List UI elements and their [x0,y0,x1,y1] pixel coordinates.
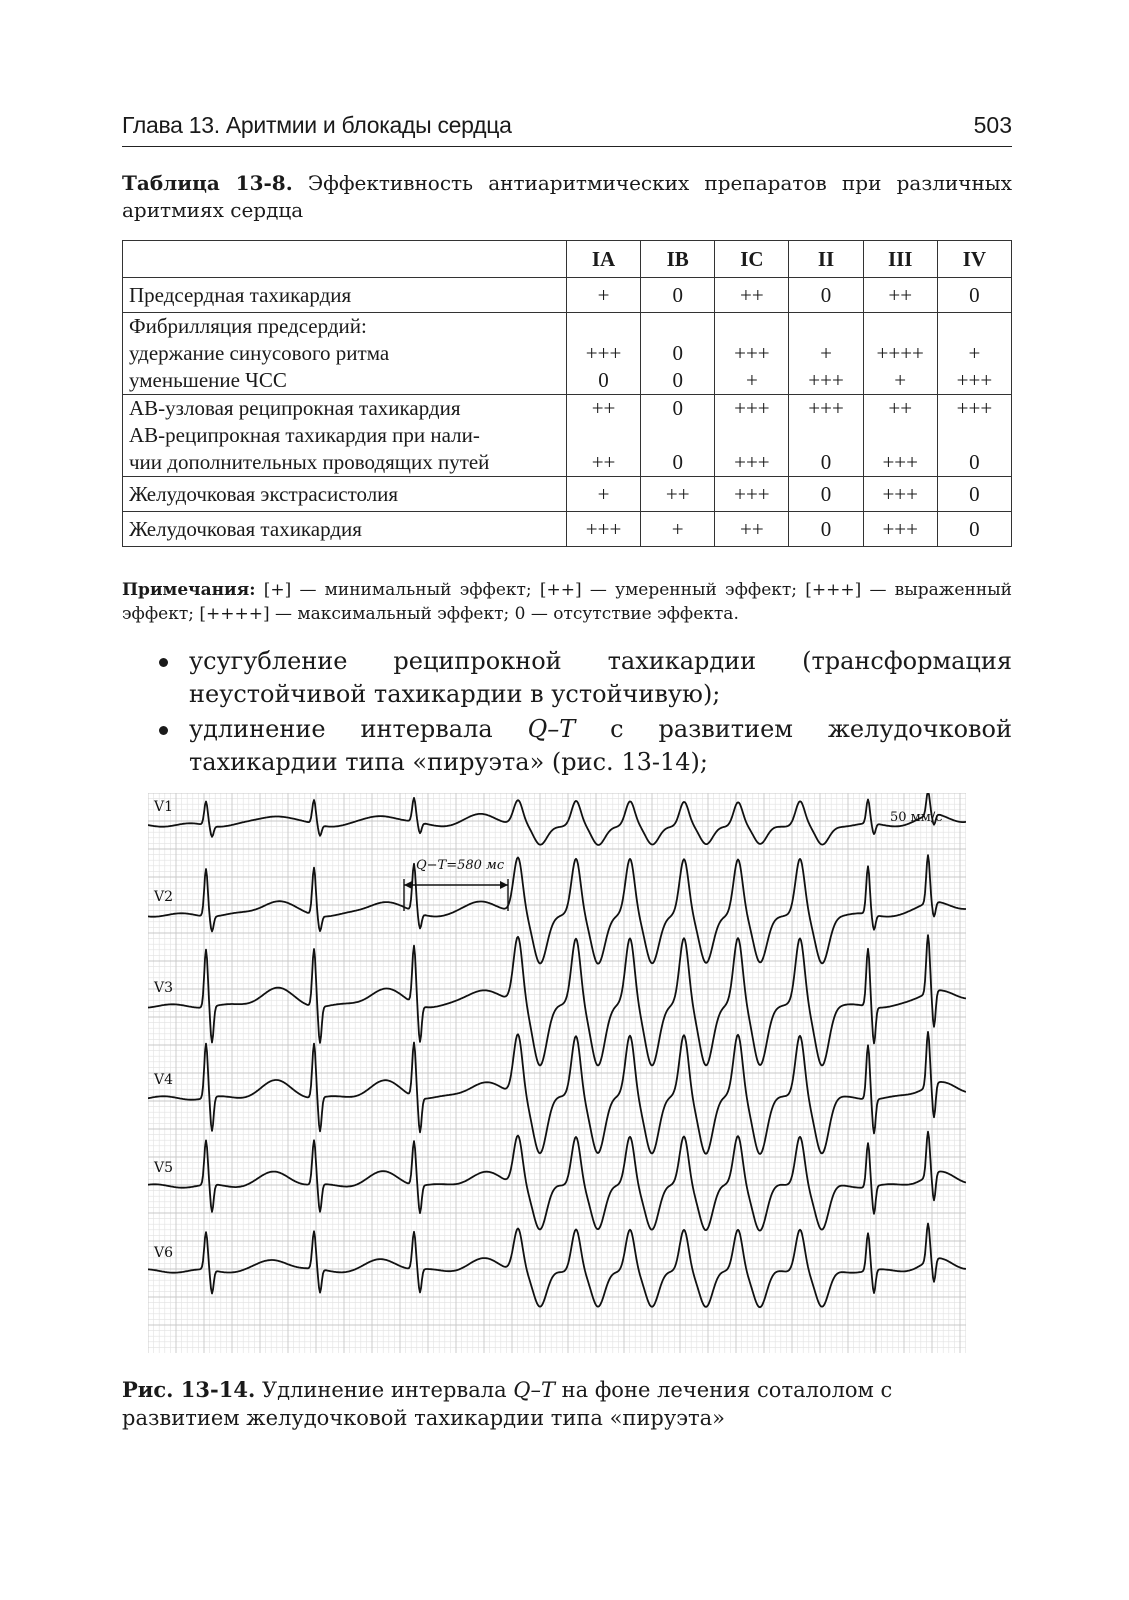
value-cell [641,477,715,512]
value-line [573,313,634,340]
value-line: + [820,341,832,365]
table-caption-label: Таблица 13-8. [122,171,293,195]
value-line [647,422,708,449]
value-cell [789,512,863,547]
value-cell [715,313,789,395]
value-line: 0 [672,450,683,474]
row-label-line: чии дополнительных проводящих путей [129,450,490,474]
value-line: +++ [882,450,918,474]
row-label-line: Желудочковая тахикардия [129,516,362,541]
table-row [123,313,1012,395]
row-label-line: уменьшение ЧСС [129,368,287,392]
value-line: 0 [820,450,832,474]
value-line: 0 [672,396,683,420]
value-line [795,313,856,340]
value-cell [566,512,640,547]
figure-caption-post: на фоне лечения соталолом с развитием желудочковой тахикардии типа «пируэта» [122,1378,893,1430]
table-header-empty [123,241,567,278]
value-cell [789,395,863,477]
lead-label: V3 [154,980,174,996]
value-cell [715,512,789,547]
value-line: 0 [820,282,832,307]
row-label-line: АВ-реципрокная тахикардия при нали- [129,423,480,447]
bullet-text-pre: удлинение интервала [189,715,528,743]
value-cell [641,512,715,547]
qt-interval-label: Q−T=580 мс [416,858,505,873]
value-line: +++ [956,368,993,392]
value-line [573,422,634,449]
efficacy-table [122,240,1012,547]
value-line: + [968,341,981,365]
bullet-text: усугубление реципрокной тахикардии (трансформация неустойчивой тахикардии в устойчивую); [189,647,1012,708]
lead-label: V1 [154,799,174,815]
table-note-text: [+] — минимальный эффект; [++] — умеренный эффект; [+++] — выраженный эффект; [++++] — максимальный эффект; 0 — отсутствие эффекта. [122,580,1013,624]
value-cell [566,477,640,512]
value-line: +++ [585,516,622,541]
value-line: 0 [672,368,683,392]
table-caption-text: Эффективность антиаритмических препаратов при различных аритмиях сердца [122,171,1013,222]
lead-label: V2 [154,889,174,905]
table-header-cell: IC [715,241,789,278]
value-line: +++ [808,396,844,420]
value-line [795,422,856,449]
figure-caption-label: Рис. 13-14. [122,1377,256,1402]
table-caption [122,170,1012,224]
value-line: +++ [585,341,622,365]
table-header-cell: II [789,241,863,278]
value-line: +++ [882,481,918,506]
table-header-cell: III [863,241,937,278]
value-line [721,422,782,449]
value-cell [937,313,1011,395]
value-cell [937,278,1011,313]
table-row [123,278,1012,313]
ecg-grid-major [148,793,966,1353]
value-line [944,422,1005,449]
value-line: 0 [598,368,609,392]
value-line: 0 [672,282,683,307]
value-cell [937,477,1011,512]
figure-caption-pre: Удлинение интервала [261,1378,514,1402]
table-note-label: Примечания: [122,580,256,600]
row-label [123,278,567,313]
value-cell [641,278,715,313]
table-header-cell: IA [566,241,640,278]
value-cell [641,395,715,477]
value-cell [641,313,715,395]
row-label [123,512,567,547]
value-cell [715,278,789,313]
bullet-item [155,645,1012,711]
value-cell [715,477,789,512]
bullet-list [155,645,1012,781]
table-header-cell: IB [641,241,715,278]
bullet-text-italic: Q–T [527,715,576,743]
table-row [123,395,1012,477]
table-note [122,578,1012,626]
value-line: 0 [969,481,980,506]
value-cell [937,395,1011,477]
value-line: ++ [888,282,913,307]
value-cell [863,512,937,547]
value-line [870,313,931,340]
page-number: 503 [973,112,1012,138]
value-cell [937,512,1011,547]
value-line: 0 [969,516,980,541]
value-cell [863,313,937,395]
value-cell [566,395,640,477]
row-label [123,395,567,477]
value-cell [863,477,937,512]
lead-label: V5 [154,1160,174,1176]
bullet-item [155,713,1012,779]
lead-label: V6 [154,1245,174,1261]
chapter-title: Глава 13. Аритмии и блокады сердца [122,112,512,138]
figure-caption-italic: Q–T [513,1378,555,1402]
table-body [123,278,1012,547]
value-line [647,313,708,340]
value-line: ++ [591,450,616,474]
value-line: 0 [969,450,980,474]
table-header-cell: IV [937,241,1011,278]
value-line: ++ [888,396,913,420]
value-line: 0 [820,481,832,506]
value-cell [789,278,863,313]
ecg-figure [148,793,966,1353]
value-line: ++ [740,282,764,307]
value-line: 0 [672,341,683,365]
bullet-dot [159,658,168,667]
lead-label: V4 [154,1072,174,1088]
value-cell [789,477,863,512]
value-line: +++ [734,341,770,365]
table-row [123,512,1012,547]
table-header-row [123,241,1012,278]
value-line: +++ [734,450,770,474]
value-line: + [894,368,907,392]
value-line [870,422,931,449]
value-line [944,313,1005,340]
row-label [123,477,567,512]
value-line: ++ [665,481,690,506]
value-cell [789,313,863,395]
row-label-line: АВ-узловая реципрокная тахикардия [129,396,461,420]
value-line: ++++ [876,341,924,365]
value-line: +++ [734,481,770,506]
value-cell [566,278,640,313]
paper-speed-label: 50 мм/с [890,810,943,825]
value-line: +++ [734,396,770,420]
value-line: ++ [591,396,616,420]
value-line: 0 [820,516,832,541]
running-header [122,112,1012,147]
value-line: + [745,368,758,392]
table-row [123,477,1012,512]
value-cell [715,395,789,477]
value-line: 0 [969,282,980,307]
bullet-text-post: с развитием желудочковой тахикардии типа «пируэта» (рис. 13-14); [189,715,1012,776]
value-line: + [597,481,610,506]
value-cell [863,278,937,313]
row-label-line: Фибрилляция предсердий: [129,314,367,338]
row-label-line: Желудочковая экстрасистолия [129,481,399,506]
figure-caption [122,1376,1012,1432]
value-cell [863,395,937,477]
value-line: ++ [740,516,764,541]
value-line: + [597,282,610,307]
value-line: +++ [956,396,993,420]
bullet-dot [159,726,168,735]
row-label-line: удержание синусового ритма [129,341,390,365]
value-line: +++ [808,368,844,392]
value-line: + [671,516,684,541]
value-line: +++ [882,516,918,541]
value-line [721,313,782,340]
value-cell [566,313,640,395]
row-label [123,313,567,395]
row-label-line: Предсердная тахикардия [129,282,352,307]
